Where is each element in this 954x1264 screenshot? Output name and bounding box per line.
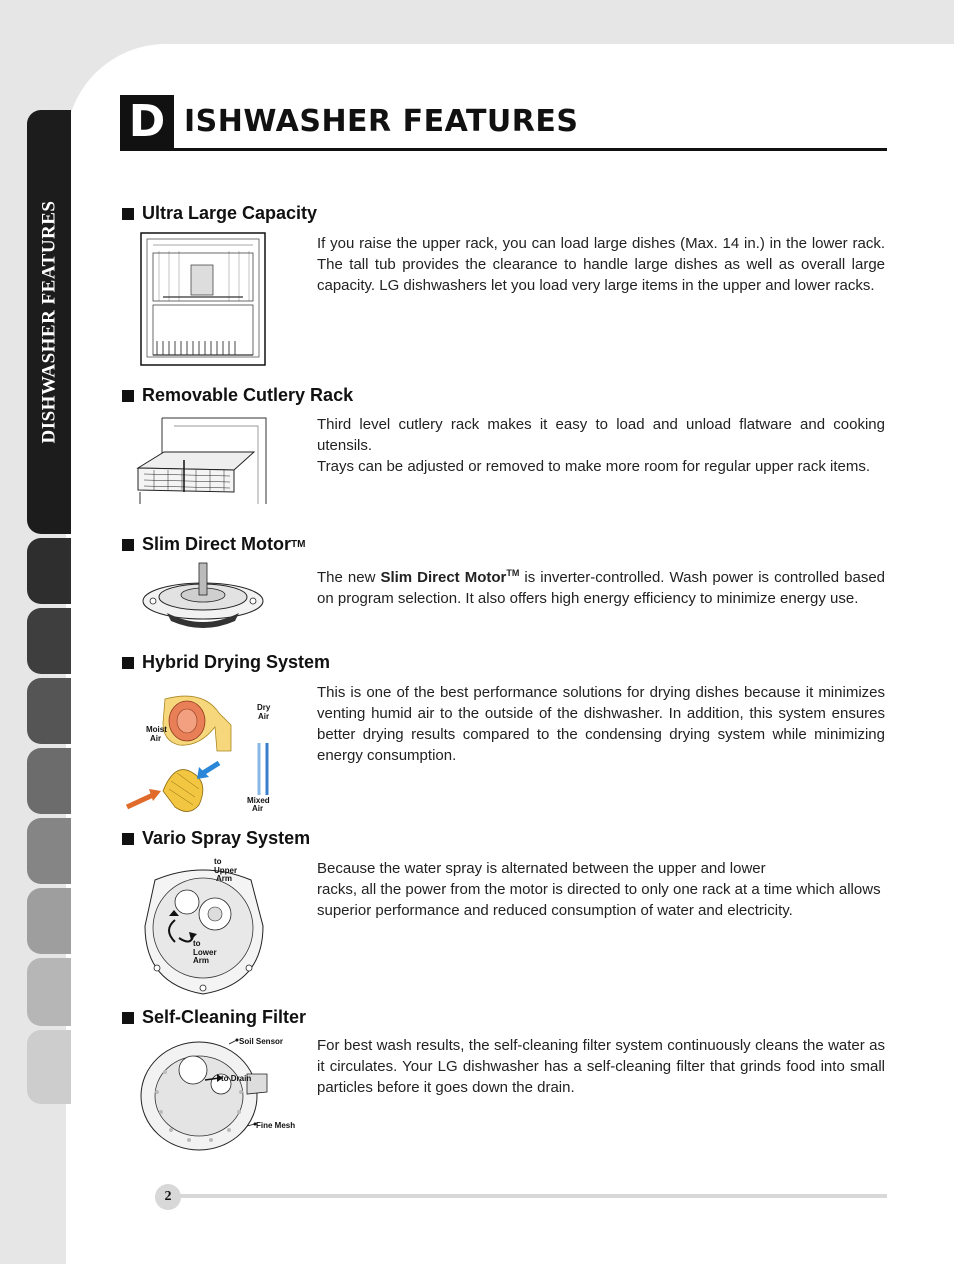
callout-moist-air-2: Air — [150, 734, 162, 743]
bullet-square-icon — [122, 208, 134, 220]
hybrid-drying-illustration — [119, 687, 279, 817]
body-text-prefix: The new — [317, 569, 381, 586]
callout-lower-arm-3: Arm — [193, 956, 210, 965]
side-tab-5 — [27, 748, 71, 814]
section-body-vario-spray-system — [317, 858, 885, 921]
callout-upper-arm-3: Arm — [216, 874, 233, 883]
side-tab-4 — [27, 678, 71, 744]
side-tab-2 — [27, 538, 71, 604]
side-tab-6 — [27, 818, 71, 884]
cutlery-rack-illustration — [134, 416, 268, 506]
trademark-superscript: TM — [291, 539, 306, 550]
title-underline — [120, 148, 887, 151]
callout-lower-arm-2: Lower — [193, 948, 217, 957]
section-heading-removable-cutlery-rack — [122, 385, 353, 406]
section-heading-vario-spray-system — [122, 828, 310, 849]
bullet-square-icon — [122, 539, 134, 551]
heading-text: Ultra Large Capacity — [142, 203, 318, 223]
side-tab-7 — [27, 888, 71, 954]
body-paragraph-2: racks, all the power from the motor is directed to only one rack at a time which allows superior performance and reduced consumption of water and electricity. — [317, 881, 881, 919]
callout-dry-air-1: Dry — [257, 703, 271, 712]
section-heading-self-cleaning-filter — [122, 1007, 306, 1028]
callout-soil-sensor: Soil Sensor — [239, 1037, 284, 1046]
bullet-square-icon — [122, 1012, 134, 1024]
body-paragraph-1: Because the water spray is alternated between the upper and lower — [317, 860, 766, 877]
side-tab-3 — [27, 608, 71, 674]
body-paragraph-2: Trays can be adjusted or removed to make more room for regular upper rack items. — [317, 458, 871, 475]
motor-illustration — [139, 559, 267, 631]
trademark-superscript: TM — [506, 568, 520, 578]
body-paragraph-1: Third level cutlery rack makes it easy to load and unload flatware and cooking utensils. — [317, 416, 885, 454]
footer-rule — [180, 1194, 887, 1198]
section-heading-hybrid-drying-system — [122, 652, 330, 673]
section-body-self-cleaning-filter: For best wash results, the self-cleaning filter system continuously cleans the water as it circulates. Your LG dishwasher has a self-cleaning filter that grinds food into small particles before it goes down the drain. — [317, 1037, 885, 1096]
heading-text: Hybrid Drying System — [142, 652, 331, 672]
body-text-product-name: Slim Direct Motor — [380, 569, 507, 586]
section-heading-ultra-large-capacity — [122, 203, 317, 224]
callout-upper-arm-1: to — [214, 857, 222, 866]
heading-text: Removable Cutlery Rack — [142, 385, 354, 405]
side-tab-label-text: DISHWASHER FEATURES — [38, 200, 60, 444]
callout-upper-arm-2: Upper — [214, 866, 238, 875]
callout-lower-arm-1: to — [193, 939, 201, 948]
section-body-removable-cutlery-rack — [317, 414, 885, 477]
section-body-slim-direct-motor — [317, 563, 885, 609]
title-initial: D — [120, 95, 174, 149]
capacity-illustration — [139, 231, 267, 367]
self-cleaning-filter-illustration — [137, 1032, 299, 1154]
callout-mixed-air-2: Air — [252, 804, 264, 813]
vario-spray-illustration — [139, 856, 269, 998]
page-number: 2 — [155, 1184, 181, 1210]
heading-text: Self-Cleaning Filter — [142, 1007, 307, 1027]
side-tab-8 — [27, 958, 71, 1026]
bullet-square-icon — [122, 657, 134, 669]
callout-mixed-air-1: Mixed — [247, 796, 270, 805]
heading-text: Slim Direct Motor — [142, 534, 292, 554]
callout-fine-mesh: Fine Mesh — [256, 1121, 296, 1130]
heading-text: Vario Spray System — [142, 828, 311, 848]
bullet-square-icon — [122, 390, 134, 402]
page-title: ISHWASHER FEATURES — [184, 104, 579, 139]
side-tab-9 — [27, 1030, 71, 1104]
callout-dry-air-2: Air — [258, 712, 270, 721]
section-body-hybrid-drying-system: This is one of the best performance solutions for drying dishes because it minimizes venting humid air to the outside of the dishwasher. In addition, this system ensures better drying results compared to the condensing drying system while minimizing energy consumption. — [317, 684, 885, 764]
section-body-ultra-large-capacity: If you raise the upper rack, you can load large dishes (Max. 14 in.) in the lower rack. The tall tub provides the clearance to handle large dishes as well as overall large capacity. LG dishwashers let you load very large items in the upper and lower racks. — [317, 235, 885, 294]
body-text-suffix: is inverter-controlled. Wash power is controlled based on program selection. It also offers high energy efficiency to minimize energy use. — [317, 569, 886, 607]
side-tab-label — [27, 110, 71, 534]
callout-to-drain: to Drain — [221, 1074, 252, 1083]
section-heading-slim-direct-motor — [122, 534, 305, 555]
bullet-square-icon — [122, 833, 134, 845]
callout-moist-air-1: Moist — [146, 725, 167, 734]
